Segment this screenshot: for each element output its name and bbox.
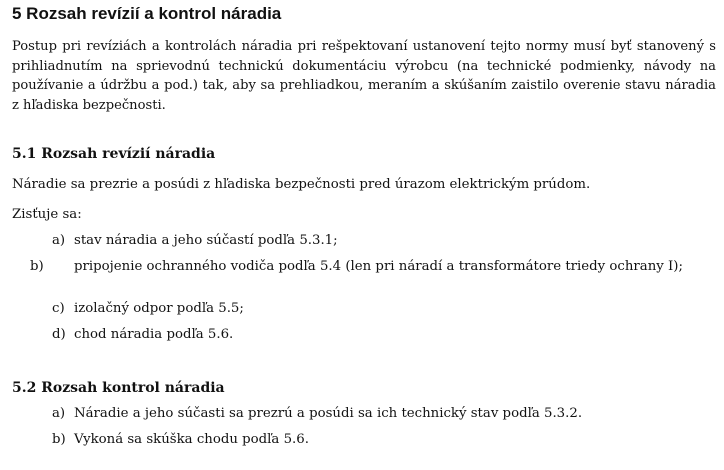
list-item-text: stav náradia a jeho súčastí podľa 5.3.1; [74, 233, 338, 248]
list-item [52, 431, 716, 449]
list-item-marker: b) [30, 259, 44, 274]
list-item-text: chod náradia podľa 5.6. [74, 327, 234, 342]
list-item [52, 326, 716, 344]
list-item [52, 232, 716, 250]
list-item-marker: b) [52, 432, 66, 447]
section-5-1-text: Náradie sa prezrie a posúdi z hľadiska bezpečnosti pred úrazom elektrickým prúdom. [12, 177, 591, 192]
list-item-marker: d) [52, 327, 66, 342]
list-item-marker: a) [52, 406, 66, 421]
list-item [30, 258, 716, 276]
list-item-marker: c) [52, 301, 65, 316]
list-item-text: izolačný odpor podľa 5.5; [74, 301, 244, 316]
list-item-marker: a) [52, 233, 66, 248]
section-5-2-title: 5.2 Rozsah kontrol náradia [12, 380, 225, 396]
section-5-1-title: 5.1 Rozsah revízií náradia [12, 146, 216, 162]
list-item-text: pripojenie ochranného vodiča podľa 5.4 (len pri náradí a transformátore triedy ochrany I); [74, 259, 683, 274]
section-5-1-lead: Zisťuje sa: [12, 207, 82, 222]
list-item [52, 405, 716, 423]
list-item-text: Náradie a jeho súčasti sa prezrú a posúdi sa ich technický stav podľa 5.3.2. [74, 406, 583, 421]
section-5-intro-paragraph: Postup pri revíziách a kontrolách náradia pri rešpektovaní ustanovení tejto normy musí byť stanovený s prihliadnutím na sprievodnú technickú dokumentáciu výrobcu (na technické podmienky, návody na používanie a údržbu a pod.) tak, aby sa prehliadkou, meraním a skúšaním zaistilo overenie stavu náradia z hľadiska bezpečnosti. [12, 39, 716, 113]
section-5-title: 5 Rozsah revízií a kontrol náradia [12, 4, 282, 23]
list-item [52, 300, 716, 318]
list-item-text: Vykoná sa skúška chodu podľa 5.6. [74, 432, 309, 447]
